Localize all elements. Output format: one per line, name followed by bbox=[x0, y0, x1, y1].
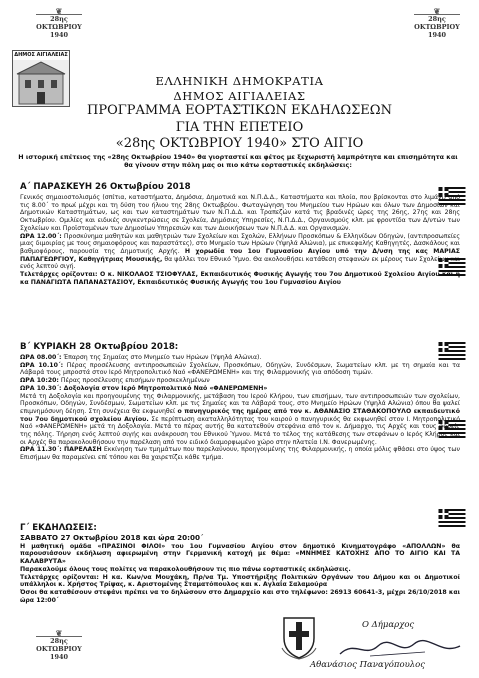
section-b-body: ΩΡΑ 08.00΄: Έπαρση της Σημαίας στο Μνημείο των Ηρώων (Υψηλά Αλώνια). ΩΡΑ 10.10΄: Πέρας προσέλευσης αντιπροσωπειών Σχολείων, Προσκόπων, Οδηγών, Συνδέσμων, Σωματείων κλπ. με τη σημαία και τα Λάβαρά τους μπροστά στον Ιερό Μητροπολιτικό Ναό «ΦΑΝΕΡΩΜΕΝΗ» και της Φιλαρμονικής για απόδοση τιμών. ΩΡΑ 10:20: Πέρας προσέλευσης επισήμων προσκεκλημένων ΩΡΑ 10.30΄: Δοξολογία στον Ιερό Μητροπολιτικό Ναό «ΦΑΝΕΡΩΜΕΝΗ» Μετά τη Δοξολογία και προηγουμένης της Φιλαρμονικής, μετάβαση του Ιερού Κλήρου, των επισήμων, των αντιπροσωπειών των σχολείων, Προσκόπων, Οδηγών, Συνδέσμων, Σωματείων κλπ. με τις Σημαίες και τα Λάβαρά τους, στο Μνημείο Ηρώων (Υψηλά Αλώνια) όπου θα ψαλεί επιμνημόσυνη δέηση. Στη συνέχεια θα εκφωνηθεί ο πανηγυρικός της ημέρας από τον κ. ΑΘΑΝΑΣΙΟ ΣΤΑΘΑΚΟΠΟΥΛΟ εκπαιδευτικό του 7ου δημοτικού σχολείου Αιγίου. Σε περίπτωση ακαταλληλότητας του καιρού ο πανηγυρικός θα εκφωνηθεί στον Ι. Μητροπολιτικό Ναό «ΦΑΝΕΡΩΜΕΝΗ» μετά τη Δοξολογία. Μετά το πέρας αυτής θα κατατεθούν στεφάνια από τον κ. Δήμαρχο, τις Αρχές και τους φορείς της πόλης. Τήρηση ενός λεπτού σιγής και ανάκρουση του Εθνικού Ύμνου. Μετά το τέλος της κατάθεσης των στεφάνων ο Ιερός Κλήρος και οι Αρχές θα παρακολουθήσουν την παρέλαση από τον ειδικό διαμορφωμένο χώρο στην πλατεία Ι.Ν. Φανερωμένης. ΩΡΑ 11.30΄: ΠΑΡΕΛΑΣΗ Εκκίνηση των τμημάτων που παρελαύνουν, προηγουμένης της Φιλαρμονικής, η οποία μόλις φθάσει στο ύψος των Επισήμων θα παραμείνει επί τόπου και θα χαιρετίζει κάθε τμήμα. bbox=[20, 354, 461, 462]
ornament-icon: ❦ bbox=[55, 628, 63, 638]
badge-top-right: ❦ 28ης ΟΚΤΩΒΡΙΟΥ 1940 bbox=[408, 8, 466, 48]
section-c-body: ΣΑΒΒΑΤΟ 27 Οκτωβρίου 2018 και ώρα 20:00΄ Η μαθητική ομάδα «ΠΡΑΣΙΝΟΙ ΦΙΛΟΙ» του 1ου Γυμνασίου Αιγίου στον δημοτικό Κινηματογράφο «ΑΠΟΛΛΩΝ» θα παρουσιάσουν εκδήλωση αφιερωμένη στην Γερμανική κατοχή με θέμα: «ΜΝΗΜΕΣ ΚΑΤΟΧΗΣ ΑΠΟ ΤΟ ΑΙΓΙΟ ΚΑΙ ΤΑ ΚΑΛΑΒΡΥΤΑ» Παρακαλούμε όλους τους πολίτες να παρακολουθήσουν τις πιο πάνω εορταστικές εκδηλώσεις. Τελετάρχες ορίζονται: Η κα. Κων/να Μουχάκη, Πρ/να Τμ. Υποστήριξης Πολιτικών Οργάνων του Δήμου και οι Δημοτικοί υπάλληλοι κ. Χρήστος Τρίψας, κ. Αριστομένης Σταματόπουλος και κ. Αγλαΐα Σαλαμούρα Όσοι θα καταθέσουν στεφάνι πρέπει να το δηλώσουν στο Δημαρχείο και στο τηλέφωνο: 26913 60641-3, μέχρι 26/10/2018 και ώρα 12:00΄ bbox=[20, 533, 460, 604]
section-c-title: Γ΄ ΕΚΔΗΛΩΣΕΙΣ: bbox=[20, 523, 97, 533]
handwritten-signature bbox=[330, 638, 470, 660]
badge-bottom-left: ❦ 28ης ΟΚΤΩΒΡΙΟΥ 1940 bbox=[30, 630, 88, 670]
ornament-icon: ❦ bbox=[433, 6, 441, 16]
greek-flag-icon bbox=[438, 509, 466, 527]
mayor-title: Ο Δήμαρχος bbox=[362, 620, 415, 630]
header-anniversary: ΓΙΑ ΤΗΝ ΕΠΕΤΕΙΟ bbox=[175, 120, 304, 135]
badge-top-left: ❦ 28ης ΟΚΤΩΒΡΙΟΥ 1940 bbox=[30, 8, 88, 48]
section-a-title: Α΄ ΠΑΡΑΣΚΕΥΗ 26 Οκτωβρίου 2018 bbox=[20, 182, 191, 192]
town-hall-image: ΔΗΜΟΣ ΑΙΓΙΑΛΕΙΑΣ bbox=[12, 50, 70, 107]
intro-text: Η ιστορική επέτειος της «28ης Οκτωβρίου 1940» θα γιορταστεί και φέτος με ξεχωριστή λαμπρότητα και επισημότητα και θα γίνουν στην πόλη μας οι πιο κάτω εορταστικές εκδηλώσεις: bbox=[18, 153, 458, 169]
header-program: ΠΡΟΓΡΑΜΜΑ ΕΟΡΤΑΣΤΙΚΩΝ ΕΚΔΗΛΩΣΕΩΝ bbox=[87, 103, 392, 118]
header-municipality: ΔΗΜΟΣ ΑΙΓΙΑΛΕΙΑΣ bbox=[173, 89, 306, 103]
mayor-name: Αθανάσιος Παναγόπουλος bbox=[310, 660, 426, 670]
header-date-title: «28ης ΟΚΤΩΒΡΙΟΥ 1940» ΣΤΟ ΑΙΓΙΟ bbox=[115, 136, 364, 151]
coat-of-arms-icon bbox=[280, 612, 318, 660]
section-a-body: Γενικός σημαιοστολισμός (σπίτια, καταστήματα, Δημόσια, Δημοτικά και Ν.Π.Δ.Δ., Καταστήματα και πλοία, που βρίσκονται στο λιμάνι) από τις 8.00΄ το πρωί μέχρι και τη δύση του ήλιου της 28ης Οκτωβρίου. Φωταγώγηση του Μνημείου των Ηρώων και όλων των Δημοσίων και Δημοτικών Καταστημάτων, ως και των καταστημάτων των Ν.Π.Δ.Δ. και Τραπεζών κατά τις βραδινές ώρες της 26ης, 27ης και 28ης Οκτωβρίου. Ομιλίες και ειδικές συγκεντρώσεις σε Σχολεία, Δημόσιες Υπηρεσίες, Ν.Π.Δ.Δ., Οργανισμούς κλπ. με φροντίδα των Δ/ντών των Σχολείων και Προϊσταμένων των Δημοσίων Υπηρεσιών και των Διοικήσεων των Ν.Π.Δ.Δ. και Οργανισμών. ΩΡΑ 12.00΄: Προσκύνημα μαθητών και μαθητριών των Σχολείων και Σχολών, Ελλήνων Προσκόπων & Ελληνίδων Οδηγών, (αντιπροσωπείες μιας διμοιρίας με τους σημαιοφόρους και παραστάτες), στο Μνημείο των Ηρώων (Υψηλά Αλώνια), με επικεφαλής Καθηγητές, Δασκάλους και βαθμοφόρους, παρουσία της Δημοτικής Αρχής. Η χορωδία του 1ου Γυμνασίου Αιγίου υπό την Δ/νση της κας ΜΑΡΙΑΣ ΠΑΠΑΓΕΩΡΓΙΟΥ, Καθηγήτριας Μουσικής, θα ψάλλει τον Εθνικό Ύμνο. Θα ακολουθήσει κατάθεση στεφανών εκ μέρους των Σχολείων και ενός λεπτού σιγή. Τελετάρχες ορίζονται: Ο κ. ΝΙΚΟΛΑΟΣ ΤΣΙΟΦΥΛΑΣ, Εκπαιδευτικός Φυσικής Αγωγής του 7ου Δημοτικού Σχολείου Αιγίου και η κα ΠΑΝΑΓΙΩΤΑ ΠΑΠΑΝΑΣΤΑΣΙΟΥ, Εκπαιδευτικός Φυσικής Αγωγής του 1ου Γυμνασίου Αιγίου bbox=[20, 194, 461, 286]
section-b-title: Β΄ ΚΥΡΙΑΚΗ 28 Οκτωβρίου 2018: bbox=[20, 342, 179, 352]
ornament-icon: ❦ bbox=[55, 6, 63, 16]
header-republic: ΕΛΛΗΝΙΚΗ ΔΗΜΟΚΡΑΤΙΑ bbox=[155, 74, 324, 88]
